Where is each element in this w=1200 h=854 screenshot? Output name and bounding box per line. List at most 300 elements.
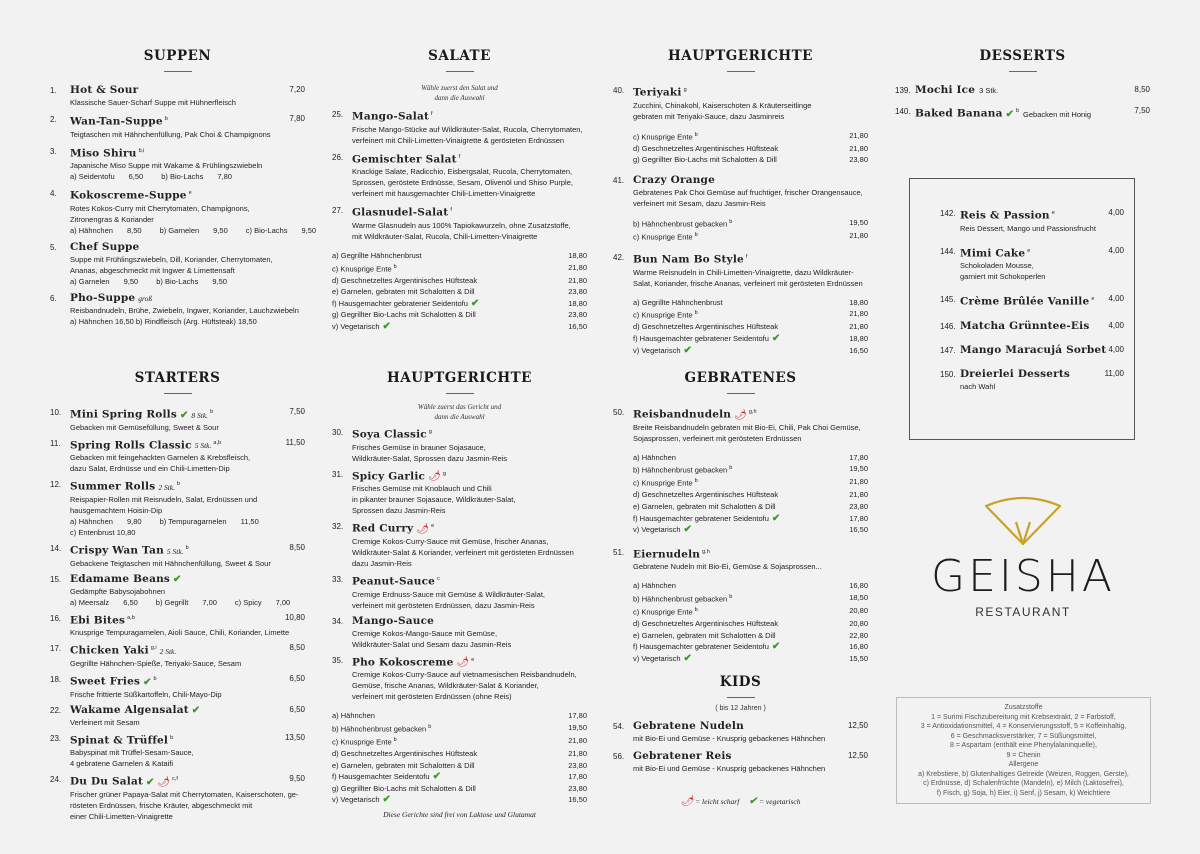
option-price: 9,50: [212, 276, 227, 286]
option-label: f) Hausgemachter gebratener Seidentofu: [633, 642, 769, 652]
veg-icon: ✔: [146, 776, 155, 788]
item-description: Teigtaschen mit Hähnchenfüllung, Pak Choi & Champignons: [70, 129, 271, 139]
option-row: [332, 710, 587, 722]
option-label: f) Hausgemachter gebratener Seidentofu: [633, 334, 769, 344]
item-name: Wan-Tan-Suppe: [70, 115, 163, 128]
menu-item: [50, 406, 305, 433]
item-name: Peanut-Sauce: [352, 575, 436, 588]
item-quantity: 2 Stk.: [159, 646, 177, 656]
allergen-marker: b: [153, 675, 157, 682]
option-label: b) Hähnchenbrust gebacken: [633, 465, 728, 475]
option-price: 17,80: [568, 772, 587, 782]
option-row: [633, 321, 868, 333]
item-number: 42.: [613, 253, 625, 263]
option-price: 22,80: [849, 630, 868, 640]
menu-item: [332, 654, 587, 703]
option-label: e) Garnelen, gebraten mit Schalotten & Dill: [332, 760, 475, 770]
option-row: [633, 452, 868, 464]
allergen-marker: g,h: [702, 548, 710, 555]
item-price: 7,80: [289, 114, 305, 123]
option-label: d) Geschnetzeltes Argentinisches Hüftsteak: [633, 143, 779, 153]
item-name-line: [70, 292, 305, 305]
item-name: Mango Maracujá Sorbet: [960, 343, 1107, 356]
dessert-box-list: [940, 207, 1124, 392]
item-description: Gebratene Nudeln mit Bio-Ei, Gemüse & Sojasprossen...: [633, 562, 822, 572]
option-label: c) Knusprige Ente: [633, 132, 693, 142]
suppen-list: [50, 84, 317, 327]
item-name-line: [352, 426, 587, 442]
divider: [727, 71, 755, 72]
logo-subtitle: RESTAURANT: [975, 605, 1071, 619]
menu-item: [332, 573, 587, 611]
option-label: b) Bio-Lachs: [161, 172, 204, 182]
allergen-marker: b: [210, 409, 214, 415]
option-label: a) Gegrillte Hähnchenbrust: [332, 250, 422, 260]
item-name: Wakame Algensalat: [70, 703, 189, 716]
item-number: 150.: [940, 369, 956, 379]
item-name: Crispy Wan Tan: [70, 544, 164, 557]
item-description: Japanische Miso Suppe mit Wakame & Frühlingszwiebeln: [70, 161, 263, 171]
item-number: 41.: [613, 175, 625, 185]
option-label: f) Hausgemachter gebratener Seidentofu: [332, 298, 468, 308]
menu-item: [332, 520, 587, 569]
option-price: 19,50: [849, 217, 868, 227]
option-price: 18,80: [849, 297, 868, 307]
item-name-line: [70, 84, 305, 97]
item-number: 147.: [940, 345, 956, 355]
option-label: c) Knusprige Ente: [332, 737, 392, 747]
item-number: 31.: [332, 469, 344, 479]
item-name: Matcha Grünntee-Eis: [960, 319, 1090, 332]
option-row: [633, 641, 868, 653]
menu-item: [50, 732, 305, 770]
option-price: 6,50: [123, 597, 138, 607]
menu-item: [50, 292, 305, 327]
item-quantity: 8 Stk.: [191, 410, 209, 420]
section-title-starters: STARTERS: [134, 370, 221, 386]
option-label: a) Seidentofu: [70, 172, 115, 182]
item-name: Spicy Garlic: [352, 470, 426, 483]
option-price: 23,80: [568, 310, 587, 320]
menu-item: [332, 468, 587, 517]
item-name: Sweet Fries: [70, 675, 141, 688]
veg-icon: ✔: [382, 321, 391, 333]
item-name: Bun Nam Bo Style: [633, 253, 744, 266]
item-name-line: [70, 478, 305, 494]
menu-item: [50, 187, 317, 236]
option-row: [633, 308, 868, 321]
item-number: 27.: [332, 206, 344, 216]
item-name-line: [633, 406, 868, 422]
menu-item: [50, 478, 305, 538]
item-description: Reis Dessert, Mango und Passionsfrucht: [960, 223, 1096, 233]
item-description: Zucchini, Chinakohl, Kaiserschoten & Kräuterseitlinge gebraten mit Teriyaki-Sauce, dazu Jasminreis: [633, 100, 812, 121]
option-row: [633, 154, 868, 166]
item-price: 10,80: [284, 612, 305, 622]
footnote: Diese Gerichte sind frei von Laktose und Glutamat: [383, 810, 536, 820]
item-description: Suppe mit Frühlingszwiebeln, Dill, Koriander, Cherrytomaten, Ananas, abgeschmeckt mit Ingwer & Limettensaft: [70, 254, 273, 275]
item-number: 4.: [50, 189, 57, 199]
item-description: Frisches Gemüse mit Knoblauch und Chili in pikanter brauner Sojasauce, Wildkräuter-Salat, Sprossen dazu Jasmin-Reis: [352, 484, 516, 516]
item-options: [70, 171, 305, 182]
item-name: Edamame Beans: [70, 572, 171, 585]
item-name-line: [70, 542, 305, 558]
option-label: b) Hähnchenbrust gebacken: [332, 724, 427, 734]
veg-icon: ✔: [771, 333, 781, 345]
option-price: 21,80: [568, 749, 587, 759]
menu-item: [940, 367, 1124, 392]
item-name: Red Curry: [352, 522, 414, 535]
section-title-gebratenes: GEBRATENES: [684, 370, 797, 386]
option-price: 16,80: [849, 642, 868, 652]
chili-icon: 🌶︎: [416, 523, 430, 535]
divider: [446, 393, 474, 394]
item-number: 140.: [895, 107, 911, 116]
option-row: [633, 653, 868, 665]
item-name-line: [70, 406, 305, 422]
option-price: 9,50: [301, 225, 317, 235]
item-number: 146.: [940, 321, 956, 331]
option-price: 16,50: [568, 795, 587, 805]
veg-icon: ✔: [683, 524, 692, 536]
option-price: 16,80: [849, 581, 868, 591]
item-number: 16.: [50, 613, 62, 623]
item-quantity: 2 Stk.: [158, 482, 175, 492]
option-price: 18,80: [849, 334, 868, 344]
item-name: Gemischter Salat: [352, 153, 457, 166]
menu-item: [332, 151, 587, 200]
menu-item: [50, 573, 305, 608]
chili-icon: 🌶︎: [428, 471, 441, 483]
menu-item: [50, 773, 305, 822]
item-name-line: [70, 187, 305, 203]
menu-item: [613, 720, 868, 744]
option-label: c) Knusprige Ente: [633, 607, 693, 617]
item-name-line: [960, 344, 1120, 357]
item-name-line: [70, 145, 305, 161]
item-description: Cremige Erdnuss-Sauce mit Gemüse & Wildkräuter-Salat, verfeinert mit gerösteten Erdnüssen, dazu Jasmin-Reis: [352, 589, 545, 610]
option-price: 21,80: [849, 322, 868, 332]
option-price: 21,80: [849, 490, 868, 500]
item-options: [70, 276, 305, 287]
item-description: Rotes Kokos-Curry mit Cherrytomaten, Champignons, Zitronengras & Koriander: [70, 203, 250, 224]
item-name: Mochi Ice: [915, 84, 976, 96]
item-number: 32.: [332, 522, 344, 532]
allergen-marker: b,i: [138, 147, 145, 154]
item-name: Dreierlei Desserts: [960, 367, 1071, 380]
item-name-line: [633, 546, 868, 562]
allergen-marker: b: [428, 723, 432, 730]
veg-icon: ✔: [1005, 108, 1014, 120]
option-row: [633, 618, 868, 630]
item-name-line: [70, 437, 305, 453]
allergen-marker: g: [683, 87, 687, 93]
item-name: Miso Shiru: [70, 147, 137, 160]
option-list: [633, 217, 868, 243]
option-price: 17,80: [568, 711, 587, 721]
item-number: 145.: [940, 295, 956, 305]
option-price: 21,80: [568, 275, 587, 285]
item-description: Gebacken mit feingehackten Garnelen & Krebsfleisch, dazu Salat, Erdnüsse und ein Chili-Limetten-Dip: [70, 453, 251, 474]
veg-icon: ✔: [382, 794, 391, 806]
option-label: b) Bio-Lachs: [156, 276, 199, 286]
item-name-line: [70, 704, 305, 717]
item-name-line: [352, 204, 587, 220]
allergen-marker: b: [170, 734, 174, 741]
kids-list: [613, 720, 868, 774]
item-name: Ebi Bites: [70, 614, 126, 627]
chili-icon: 🌶︎: [734, 409, 747, 421]
item-price: 8,50: [289, 542, 305, 552]
divider: [1009, 71, 1037, 72]
item-name: Kokoscreme-Suppe: [70, 189, 187, 202]
item-name-line: [70, 673, 305, 689]
option-label: a) Hähnchen: [633, 452, 676, 462]
section-title-kids: KIDS: [719, 674, 762, 690]
item-name: Spring Rolls Classic: [70, 439, 192, 452]
item-number: 2.: [50, 115, 57, 124]
option-row: [332, 321, 587, 333]
item-description: Klassische Sauer-Scharf Suppe mit Hühnerfleisch: [70, 98, 236, 107]
item-name-line: [70, 612, 305, 628]
item-description: Gebacken mit Gemüsefüllung, Sweet & Sour: [70, 422, 219, 432]
dessert-box: [909, 178, 1135, 440]
item-number: 23.: [50, 733, 62, 743]
hauptgerichte-rechts-list: [613, 84, 868, 356]
option-row: [332, 286, 587, 298]
option-price: 18,80: [568, 298, 587, 308]
option-label: v) Vegetarisch: [332, 322, 380, 332]
divider: [164, 71, 192, 72]
option-price: 18,80: [568, 250, 587, 260]
option-price: 21,80: [849, 231, 868, 241]
option-label: e) Garnelen, gebraten mit Schalotten & Dill: [332, 287, 475, 297]
menu-item: [940, 343, 1124, 357]
allergen-marker: e: [1091, 296, 1095, 303]
item-description: Frische frittierte Süßkartoffeln, Chili-Mayo-Dip: [70, 689, 222, 699]
salate-list: [332, 108, 587, 242]
menu-item: [613, 84, 868, 166]
menu-item: [50, 84, 305, 108]
item-price: 7,20: [289, 85, 305, 94]
item-price: 4,00: [1108, 320, 1124, 330]
item-price: 7,50: [1134, 106, 1150, 115]
column-desserts: [895, 48, 1150, 121]
column-hauptgerichte-mitte: [332, 370, 587, 819]
item-description: Frische Mango-Stücke auf Wildkräuter-Salat, Rucola, Cherrytomaten, verfeinert mit Chili-Limetten-Vinaigrette & gerösteten Erdnüssen: [352, 124, 583, 145]
option-row: [633, 501, 868, 513]
option-label: c) Knusprige Ente: [633, 310, 693, 320]
option-row: [633, 605, 868, 618]
option-price: 17,80: [849, 513, 868, 523]
option-row: [633, 130, 868, 143]
option-price: 23,80: [568, 287, 587, 297]
option-price: 23,80: [849, 502, 868, 512]
item-name: Mimi Cake: [960, 247, 1026, 260]
item-description: Gegrillte Hähnchen-Spieße, Teriyaki-Sauce, Sesam: [70, 658, 242, 668]
item-quantity: 5 Stk.: [194, 441, 212, 451]
item-name-line: [352, 654, 587, 670]
option-label: b) Tempuragarnelen: [159, 516, 227, 526]
item-price: 4,00: [1108, 294, 1124, 304]
menu-item: [332, 108, 587, 146]
option-label: a) Hähnchen: [332, 711, 375, 721]
menu-item: [613, 750, 868, 774]
item-description: Gebacken mit Honig: [1023, 109, 1091, 119]
item-description: Breite Reisbandnudeln gebraten mit Bio-Ei, Chili, Pak Choi Gemüse, Sojasprossen, verfeinert mit gerösteten Erdnüssen: [633, 422, 861, 443]
option-label: b) Gegrillt: [155, 597, 189, 607]
item-number: 30.: [332, 428, 344, 437]
item-number: 142.: [940, 209, 956, 218]
item-options: [70, 225, 317, 236]
item-name: Spinat & Trüffel: [70, 734, 169, 747]
legend: [613, 796, 868, 807]
veg-icon: ✔: [771, 512, 781, 524]
column-suppen-starters: [50, 48, 317, 327]
item-number: 40.: [613, 86, 625, 95]
item-name-line: [960, 207, 1120, 223]
allergen-marker: g: [428, 429, 432, 435]
chili-icon: 🌶︎: [680, 796, 694, 807]
item-name-line: [633, 251, 868, 267]
item-number: 22.: [50, 705, 62, 715]
divider: [727, 697, 755, 698]
allergen-marker: b: [1015, 108, 1020, 114]
item-name-line: [352, 520, 587, 536]
item-description: mit Bio-Ei und Gemüse - Knusprig gebackenes Hähnchen: [633, 734, 826, 743]
allergen-marker: b: [694, 232, 698, 239]
option-row: [633, 489, 868, 501]
option-price: 9,50: [213, 225, 228, 235]
option-row: [332, 262, 587, 275]
salate-options: [332, 250, 587, 333]
allergen-marker: a,b: [127, 614, 135, 621]
allergen-marker: b: [694, 478, 698, 485]
option-row: [332, 275, 587, 287]
item-name-line: [960, 245, 1120, 261]
option-list: [633, 580, 868, 664]
item-number: 34.: [332, 616, 344, 626]
option-price: 19,50: [849, 464, 868, 474]
option-price: 21,80: [568, 262, 587, 272]
item-name: Mango-Salat: [352, 110, 429, 123]
item-name-line: [352, 573, 587, 589]
menu-item: [613, 251, 868, 356]
option-label: g) Gegrillter Bio-Lachs mit Schalotten & Dill: [332, 310, 476, 320]
option-row: [633, 476, 868, 489]
logo: [920, 492, 1126, 619]
item-name-line: [960, 368, 1120, 381]
divider: [727, 393, 755, 394]
item-description: Babyspinat mit Trüffel-Sesam-Sauce, 4 gebratene Garnelen & Kataifi: [70, 748, 194, 769]
menu-item: [940, 293, 1124, 309]
item-name-line: [70, 241, 305, 254]
item-description: Reisbandnudeln, Brühe, Zwiebeln, Ingwer, Koriander, Lauchzwiebeln: [70, 305, 299, 315]
allergen-marker: c,f: [172, 776, 178, 783]
item-name: Crazy Orange: [633, 173, 715, 186]
item-number: 25.: [332, 110, 344, 119]
veg-icon: ✔: [180, 409, 189, 421]
item-description: Knusprige Tempuragarnelen, Aioli Sauce, Chili, Koriander, Limette: [70, 628, 290, 638]
item-name: Teriyaki: [633, 86, 682, 99]
allergen-marker: e: [1051, 210, 1055, 216]
allergen-marker: g,i: [150, 645, 157, 652]
option-label: c) Bio-Lachs: [245, 225, 288, 235]
option-price: 9,50: [123, 276, 139, 286]
item-name: Pho-Suppe: [70, 291, 136, 304]
item-name: Crème Brûlée Vanille: [960, 295, 1090, 308]
item-number: 1.: [50, 86, 57, 95]
item-options: a) Hähnchen 16,50 b) Rindfleisch (Arg. Hüftsteak) 18,50: [70, 316, 257, 326]
section-note: Wähle zuerst das Gericht und dann die Auswahl: [417, 403, 502, 421]
menu-item: [50, 145, 305, 183]
option-row: [332, 771, 587, 783]
item-name-line: [70, 642, 305, 658]
item-number: 139.: [895, 86, 911, 95]
item-number: 17.: [50, 644, 62, 654]
item-description: Gebackene Teigtaschen mit Hähnchenfüllung, Sweet & Sour: [70, 558, 271, 568]
item-name-line: [352, 468, 587, 484]
item-name: Du Du Salat: [70, 775, 144, 788]
option-price: 23,80: [568, 760, 587, 770]
option-price: 23,80: [849, 155, 868, 165]
item-name-line: [633, 720, 868, 733]
option-row: [332, 794, 587, 806]
option-row: [332, 250, 587, 262]
item-description: Reispapier-Rollen mit Reisnudeln, Salat, Erdnüssen und hausgemachtem Hoisin-Dip: [70, 494, 258, 515]
item-price: 12,50: [847, 751, 868, 760]
menu-item: [332, 204, 587, 242]
item-name-line: [633, 750, 868, 763]
option-price: 18,50: [849, 593, 868, 603]
veg-icon: ✔: [173, 573, 182, 585]
item-name: Baked Banana: [915, 107, 1003, 120]
item-name-line: [352, 151, 587, 167]
item-number: 54.: [613, 722, 625, 731]
allergen-marker: f: [745, 254, 748, 261]
item-options: [70, 597, 305, 608]
item-description: Knackige Salate, Radicchio, Eisbergsalat, Rucola, Cherrytomaten, Sprossen, geröstete Erdnüsse, Sesam, Olivenöl und Shiso Purple, verfeinert mit hausgemachter Chili-Limetten-Vinaigrette: [352, 167, 573, 199]
option-price: 21,80: [568, 735, 587, 745]
option-label: d) Geschnetzeltes Argentinisches Hüftsteak: [633, 322, 779, 332]
item-name: Mango-Sauce: [352, 614, 435, 627]
section-title-suppen: SUPPEN: [143, 48, 212, 64]
item-price: 11,00: [1104, 368, 1124, 378]
option-row: [332, 309, 587, 321]
item-price: 8,50: [1134, 85, 1150, 94]
veg-icon: ✔: [191, 704, 201, 716]
zusatzstoffe-box: Zusatzstoffe 1 = Surimi Fischzubereitung mit Krebsextrakt, 2 = Farbstoff, 3 = Antioxidationsmittel, 4 = Konservierungsstoff, 5 = Koffeinhaltig, 6 = Geschmacksverstärker, 7 = Süßungsmittel, 8 = Aspartam (enthält eine Phenylalaninquelle), 9 = Chenin Allergene a) Krebstiere, b) Glutenhaltiges Getreide (Weizen, Roggen, Gerste), c) Erdnüsse, d) Schalenfrüchte (Mandeln), e) Milch (Laktosefrei), f) Fisch, g) Soja, h) Eier, i) Senf, j) Sesam, k) Weichtiere: [896, 697, 1151, 804]
allergen-marker: b: [729, 218, 733, 225]
allergen-marker: e: [188, 190, 192, 197]
gebratenes-list: [613, 406, 868, 665]
item-name-line: [633, 174, 868, 187]
option-label: f) Hausgemachter Seidentofu: [332, 772, 430, 782]
option-label: d) Geschnetzeltes Argentinisches Hüftsteak: [633, 619, 779, 629]
item-description: Cremige Kokos-Curry-Sauce mit Gemüse, frischer Ananas, Wildkräuter-Salat & Koriander, verfeinert mit gerösteten Erdnüssen dazu Jasmin-Reis: [352, 536, 574, 568]
divider: [164, 393, 192, 394]
veg-icon: ✔: [748, 796, 758, 807]
column-kids: [613, 674, 868, 807]
option-label: v) Vegetarisch: [633, 345, 681, 355]
option-row: [332, 722, 587, 735]
hauptgerichte-options: [332, 710, 587, 806]
item-name: Glasnudel-Salat: [352, 206, 449, 219]
option-label: f) Hausgemachter gebratener Seidentofu: [633, 513, 769, 523]
allergen-marker: f: [431, 111, 433, 117]
menu-item: [50, 241, 305, 287]
item-name-line: [70, 573, 305, 586]
